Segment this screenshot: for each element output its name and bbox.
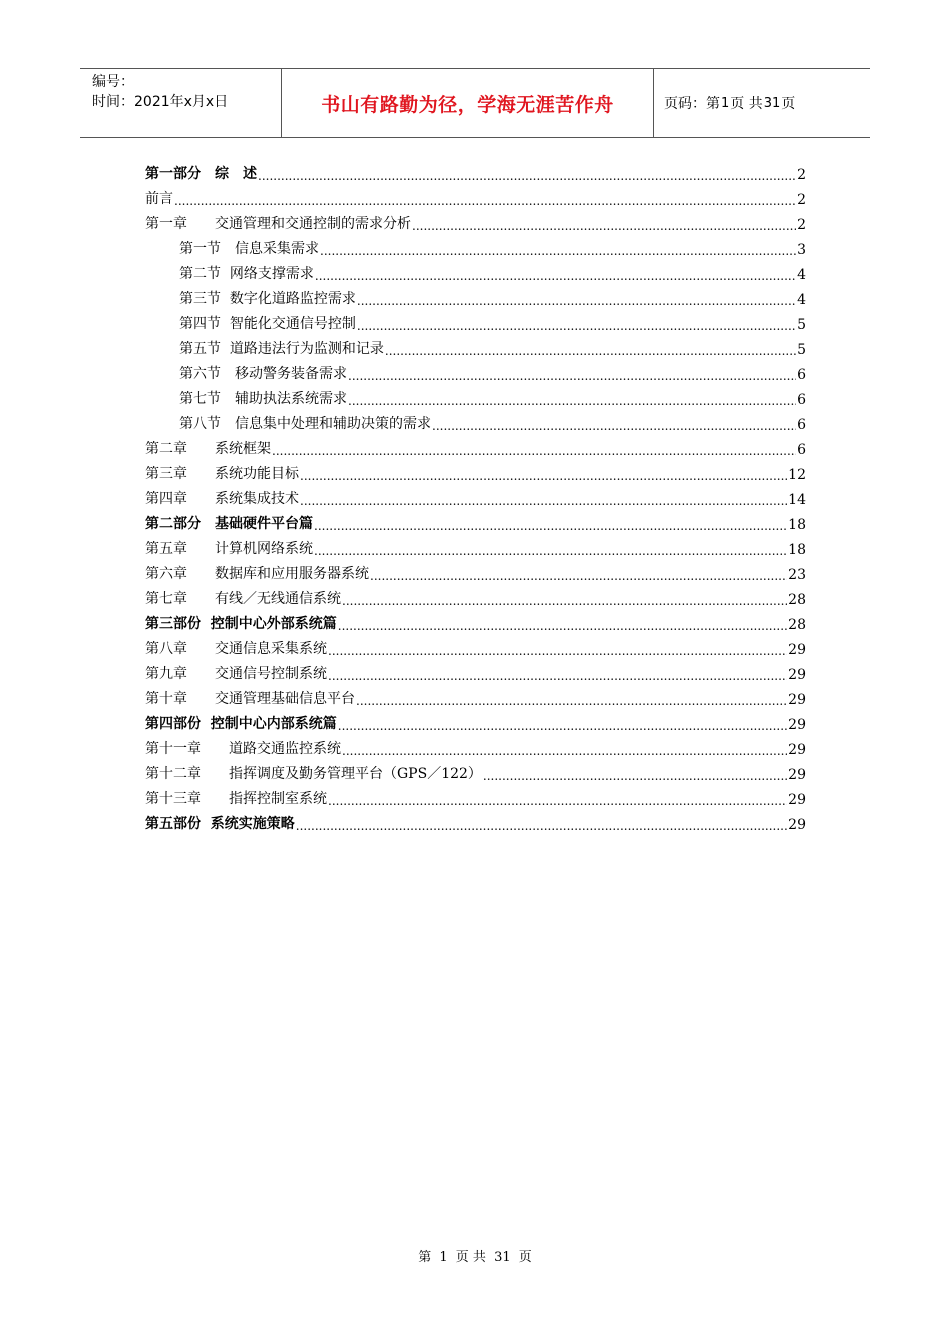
toc-entry[interactable]	[145, 558, 806, 583]
toc-entry-label: 第七节 辅助执法系统需求	[179, 391, 347, 407]
toc-entry-page: 29	[788, 792, 806, 808]
toc-entry-page: 2	[797, 217, 806, 233]
toc-entry[interactable]	[145, 658, 806, 683]
toc-entry-label: 第六节 移动警务装备需求	[179, 366, 347, 382]
toc-leader-dots	[412, 219, 796, 233]
toc-entry-page: 6	[797, 367, 806, 383]
toc-entry[interactable]	[145, 458, 806, 483]
toc-leader-dots	[342, 744, 787, 758]
toc-leader-dots	[356, 694, 787, 708]
toc-entry-label: 第四章 系统集成技术	[145, 491, 299, 507]
toc-leader-dots	[328, 794, 787, 808]
header-motto: 书山有路勤为径，学海无涯苦作舟	[321, 93, 614, 116]
toc-entry[interactable]	[145, 708, 806, 733]
toc-entry[interactable]	[145, 283, 806, 308]
toc-leader-dots	[174, 194, 796, 208]
toc-entry[interactable]	[145, 733, 806, 758]
toc-entry[interactable]	[145, 358, 806, 383]
footer-mid: 页 共	[455, 1250, 486, 1265]
toc-entry-page: 5	[797, 317, 806, 333]
toc-entry[interactable]	[145, 608, 806, 633]
toc-entry-page: 29	[788, 817, 806, 833]
toc-leader-dots	[348, 394, 796, 408]
toc-entry-label: 第六章 数据库和应用服务器系统	[145, 566, 369, 582]
toc-entry-page: 2	[797, 192, 806, 208]
toc-entry-label: 第十章 交通管理基础信息平台	[145, 691, 355, 707]
toc-entry-label: 第五部份 系统实施策略	[145, 816, 295, 832]
toc-entry-page: 29	[788, 692, 806, 708]
footer-total-pages: 31	[494, 1250, 511, 1265]
toc-leader-dots	[357, 319, 796, 333]
toc-entry-page: 6	[797, 392, 806, 408]
toc-leader-dots	[370, 569, 787, 583]
toc-entry-label: 第九章 交通信号控制系统	[145, 666, 327, 682]
toc-entry-label: 第二章 系统框架	[145, 441, 271, 457]
toc-leader-dots	[300, 494, 787, 508]
toc-entry-page: 18	[788, 517, 806, 533]
toc-leader-dots	[432, 419, 796, 433]
toc-leader-dots	[315, 269, 796, 283]
toc-entry[interactable]	[145, 433, 806, 458]
toc-leader-dots	[483, 769, 787, 783]
header-page-total: 31	[763, 95, 781, 111]
toc-leader-dots	[320, 244, 796, 258]
toc-entry[interactable]	[145, 683, 806, 708]
toc-entry[interactable]	[145, 183, 806, 208]
footer-current-page: 1	[439, 1250, 448, 1265]
table-of-contents	[145, 158, 806, 833]
toc-entry[interactable]	[145, 408, 806, 433]
toc-leader-dots	[328, 669, 787, 683]
toc-entry-label: 前言	[145, 191, 173, 207]
toc-entry-label: 第十三章 指挥控制室系统	[145, 791, 327, 807]
toc-leader-dots	[258, 169, 796, 183]
toc-entry-label: 第三章 系统功能目标	[145, 466, 299, 482]
toc-entry-page: 29	[788, 717, 806, 733]
toc-entry-page: 28	[788, 592, 806, 608]
page-header	[80, 68, 870, 138]
toc-entry-label: 第一节 信息采集需求	[179, 241, 319, 257]
header-page-prefix: 页码：第	[664, 96, 720, 112]
toc-entry[interactable]	[145, 783, 806, 808]
toc-entry-label: 第三部份 控制中心外部系统篇	[145, 616, 337, 632]
header-page-current: 1	[721, 95, 730, 111]
toc-entry-label: 第十二章 指挥调度及勤务管理平台（GPS／122）	[145, 766, 482, 782]
toc-entry-page: 29	[788, 642, 806, 658]
toc-entry[interactable]	[145, 258, 806, 283]
toc-entry[interactable]	[145, 383, 806, 408]
toc-leader-dots	[342, 594, 787, 608]
header-page-mid: 页 共	[730, 96, 763, 112]
toc-entry[interactable]	[145, 233, 806, 258]
toc-entry-label: 第八节 信息集中处理和辅助决策的需求	[179, 416, 431, 432]
toc-entry[interactable]	[145, 158, 806, 183]
header-page-suffix: 页	[781, 96, 796, 112]
header-motto-cell	[281, 69, 654, 137]
document-number-label: 编号：	[92, 74, 134, 90]
toc-entry-page: 12	[788, 467, 806, 483]
toc-leader-dots	[338, 719, 787, 733]
toc-entry[interactable]	[145, 583, 806, 608]
toc-entry-label: 第二节 网络支撑需求	[179, 266, 314, 282]
toc-leader-dots	[314, 544, 787, 558]
toc-entry-page: 29	[788, 667, 806, 683]
toc-entry-page: 4	[797, 292, 806, 308]
toc-entry[interactable]	[145, 208, 806, 233]
toc-entry-label: 第二部分 基础硬件平台篇	[145, 516, 313, 532]
toc-entry[interactable]	[145, 483, 806, 508]
toc-entry-label: 第八章 交通信息采集系统	[145, 641, 327, 657]
toc-leader-dots	[385, 344, 796, 358]
toc-entry[interactable]	[145, 808, 806, 833]
toc-entry-label: 第五章 计算机网络系统	[145, 541, 313, 557]
footer-suffix: 页	[518, 1250, 532, 1265]
toc-entry[interactable]	[145, 633, 806, 658]
toc-leader-dots	[328, 644, 787, 658]
header-meta	[80, 69, 281, 137]
toc-entry-label: 第一部分 综 述	[145, 166, 257, 182]
toc-entry-page: 6	[797, 417, 806, 433]
toc-entry-page: 3	[797, 242, 806, 258]
toc-entry-page: 29	[788, 742, 806, 758]
toc-leader-dots	[348, 369, 796, 383]
toc-entry-label: 第五节 道路违法行为监测和记录	[179, 341, 384, 357]
toc-entry-page: 5	[797, 342, 806, 358]
toc-entry-label: 第十一章 道路交通监控系统	[145, 741, 341, 757]
header-page-info	[654, 69, 870, 137]
toc-entry[interactable]	[145, 758, 806, 783]
toc-leader-dots	[314, 519, 787, 533]
toc-entry-label: 第四部份 控制中心内部系统篇	[145, 716, 337, 732]
toc-entry[interactable]	[145, 308, 806, 333]
toc-entry[interactable]	[145, 333, 806, 358]
toc-entry-page: 28	[788, 617, 806, 633]
toc-entry-label: 第一章 交通管理和交通控制的需求分析	[145, 216, 411, 232]
toc-leader-dots	[296, 819, 787, 833]
toc-entry-label: 第三节 数字化道路监控需求	[179, 291, 356, 307]
toc-entry-page: 23	[788, 567, 806, 583]
footer-prefix: 第	[418, 1250, 432, 1265]
toc-entry-label: 第四节 智能化交通信号控制	[179, 316, 356, 332]
toc-entry-page: 29	[788, 767, 806, 783]
toc-entry-page: 4	[797, 267, 806, 283]
toc-entry-label: 第七章 有线／无线通信系统	[145, 591, 341, 607]
toc-leader-dots	[300, 469, 787, 483]
toc-entry-page: 18	[788, 542, 806, 558]
toc-leader-dots	[357, 294, 796, 308]
toc-entry[interactable]	[145, 533, 806, 558]
toc-entry-page: 6	[797, 442, 806, 458]
document-time: 时间：2021年x月x日	[92, 94, 229, 110]
toc-entry-page: 14	[788, 492, 806, 508]
toc-entry[interactable]	[145, 508, 806, 533]
toc-entry-page: 2	[797, 167, 806, 183]
toc-leader-dots	[272, 444, 796, 458]
page-footer	[0, 1246, 950, 1265]
toc-leader-dots	[338, 619, 787, 633]
